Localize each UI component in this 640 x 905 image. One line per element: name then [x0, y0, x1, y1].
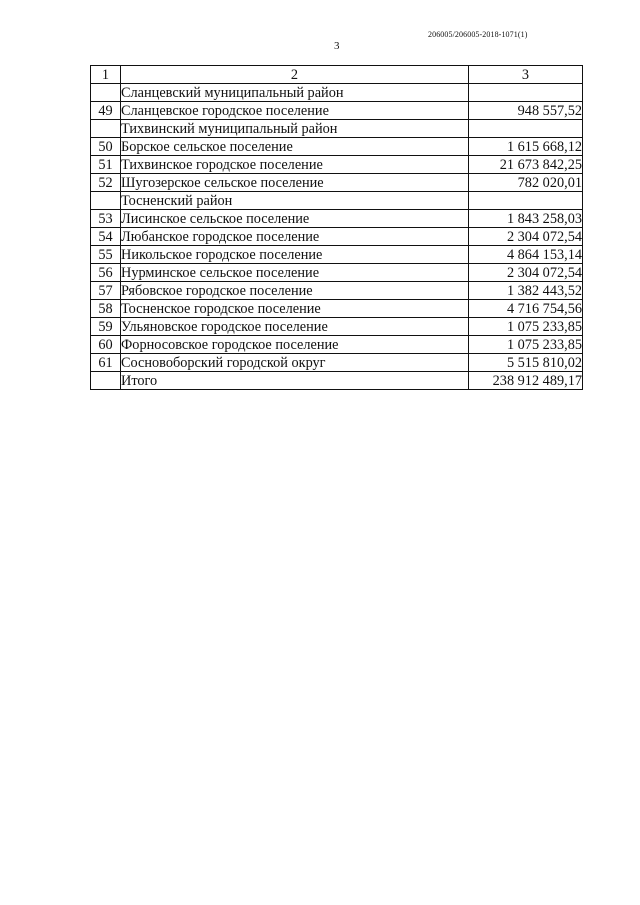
row-amount-cell: 5 515 810,02 — [469, 354, 583, 372]
row-name-cell: Рябовское городское поселение — [121, 282, 469, 300]
table-row — [91, 264, 583, 282]
row-number-cell — [91, 84, 121, 102]
row-name-cell: Тосненское городское поселение — [121, 300, 469, 318]
row-amount-cell — [469, 84, 583, 102]
row-amount-cell: 21 673 842,25 — [469, 156, 583, 174]
row-amount-cell — [469, 192, 583, 210]
row-name-cell: Шугозерское сельское поселение — [121, 174, 469, 192]
row-number-cell: 52 — [91, 174, 121, 192]
row-amount-cell: 1 843 258,03 — [469, 210, 583, 228]
row-name-cell: Форносовское городское поселение — [121, 336, 469, 354]
table-row — [91, 174, 583, 192]
column-header-amount: 3 — [469, 66, 583, 84]
table-row — [91, 372, 583, 390]
row-amount-cell: 4 864 153,14 — [469, 246, 583, 264]
allocation-table — [90, 65, 583, 390]
table-row — [91, 228, 583, 246]
table-row — [91, 210, 583, 228]
table-row — [91, 300, 583, 318]
table-row — [91, 102, 583, 120]
row-amount-cell: 1 615 668,12 — [469, 138, 583, 156]
table-row — [91, 336, 583, 354]
row-name-cell: Борское сельское поселение — [121, 138, 469, 156]
row-number-cell: 51 — [91, 156, 121, 174]
column-header-number: 1 — [91, 66, 121, 84]
row-number-cell: 49 — [91, 102, 121, 120]
page-number: 3 — [334, 40, 340, 52]
row-number-cell — [91, 120, 121, 138]
row-number-cell — [91, 372, 121, 390]
row-name-cell: Ульяновское городское поселение — [121, 318, 469, 336]
row-name-cell: Тихвинское городское поселение — [121, 156, 469, 174]
row-number-cell: 61 — [91, 354, 121, 372]
table-row — [91, 354, 583, 372]
row-number-cell: 60 — [91, 336, 121, 354]
row-number-cell: 58 — [91, 300, 121, 318]
table-row — [91, 156, 583, 174]
row-name-cell: Тихвинский муниципальный район — [121, 120, 469, 138]
row-name-cell: Итого — [121, 372, 469, 390]
table-header-row — [91, 66, 583, 84]
row-number-cell: 53 — [91, 210, 121, 228]
column-header-name: 2 — [121, 66, 469, 84]
row-name-cell: Никольское городское поселение — [121, 246, 469, 264]
row-name-cell: Сосновоборский городской округ — [121, 354, 469, 372]
table-row — [91, 246, 583, 264]
row-amount-cell: 4 716 754,56 — [469, 300, 583, 318]
table-row — [91, 138, 583, 156]
table-row — [91, 192, 583, 210]
table-row — [91, 282, 583, 300]
row-amount-cell: 2 304 072,54 — [469, 228, 583, 246]
row-number-cell: 50 — [91, 138, 121, 156]
row-name-cell: Сланцевский муниципальный район — [121, 84, 469, 102]
document-id: 206005/206005-2018-1071(1) — [428, 30, 528, 39]
row-amount-cell: 782 020,01 — [469, 174, 583, 192]
row-amount-cell: 1 075 233,85 — [469, 336, 583, 354]
row-number-cell: 55 — [91, 246, 121, 264]
row-amount-cell: 1 075 233,85 — [469, 318, 583, 336]
table-row — [91, 318, 583, 336]
row-name-cell: Любанское городское поселение — [121, 228, 469, 246]
row-number-cell: 54 — [91, 228, 121, 246]
row-amount-cell: 1 382 443,52 — [469, 282, 583, 300]
row-amount-cell: 238 912 489,17 — [469, 372, 583, 390]
row-amount-cell: 2 304 072,54 — [469, 264, 583, 282]
table-row — [91, 120, 583, 138]
row-amount-cell — [469, 120, 583, 138]
row-name-cell: Сланцевское городское поселение — [121, 102, 469, 120]
row-number-cell — [91, 192, 121, 210]
row-name-cell: Нурминское сельское поселение — [121, 264, 469, 282]
row-name-cell: Лисинское сельское поселение — [121, 210, 469, 228]
row-number-cell: 59 — [91, 318, 121, 336]
table-body — [91, 84, 583, 390]
row-number-cell: 57 — [91, 282, 121, 300]
row-name-cell: Тосненский район — [121, 192, 469, 210]
table-row — [91, 84, 583, 102]
row-number-cell: 56 — [91, 264, 121, 282]
row-amount-cell: 948 557,52 — [469, 102, 583, 120]
